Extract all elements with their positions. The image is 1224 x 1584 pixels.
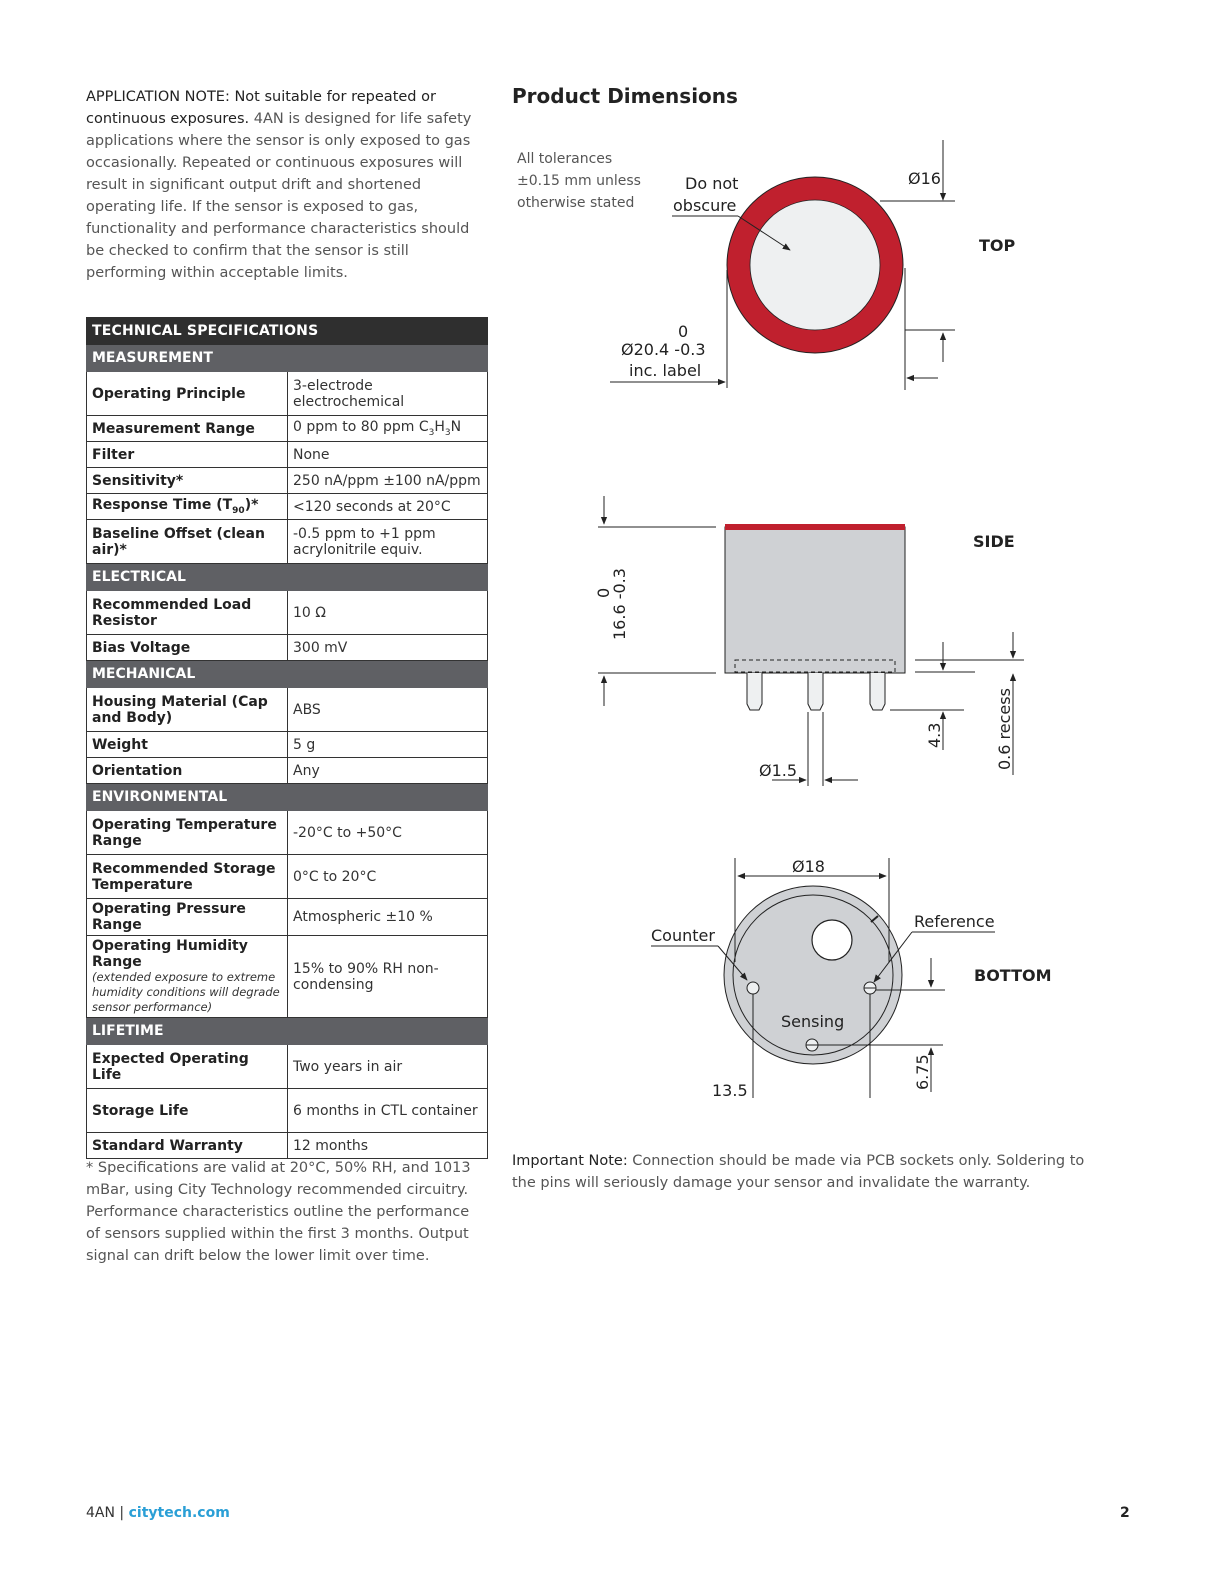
spec-key: Filter — [87, 442, 288, 468]
table-row — [87, 732, 488, 758]
humidity-key: Operating Humidity Range — [92, 938, 248, 970]
table-row — [87, 494, 488, 520]
response-key-sub: 90 — [232, 505, 245, 516]
spec-key — [87, 494, 288, 520]
footer-brand — [86, 1505, 230, 1521]
reference-label: Reference — [914, 912, 995, 931]
range-text: 0 ppm to 80 ppm C — [293, 419, 429, 436]
spec-key: Bias Voltage — [87, 635, 288, 661]
footer-separator: | — [114, 1505, 129, 1521]
table-row — [87, 442, 488, 468]
dim-d16: Ø16 — [908, 169, 941, 188]
spec-value: -20°C to +50°C — [288, 811, 488, 855]
table-row — [87, 1045, 488, 1089]
height-tol-zero: 0 — [594, 587, 613, 598]
spec-value: 250 nA/ppm ±100 nA/ppm — [288, 468, 488, 494]
important-note — [512, 1150, 1112, 1194]
dim-pitch: 13.5 — [712, 1081, 748, 1100]
range-text-end: N — [450, 419, 462, 436]
spec-value: 12 months — [288, 1133, 488, 1159]
spec-key — [87, 936, 288, 1018]
spec-value: Atmospheric ±10 % — [288, 899, 488, 936]
important-note-body: Connection should be made via PCB sockets only. Soldering to the pins will seriously damage your sensor and invalidate the warranty. — [512, 1153, 1085, 1191]
spec-key: Storage Life — [87, 1089, 288, 1133]
application-note-lead: APPLICATION NOTE: Not suitable for repeated or continuous exposures. — [86, 89, 436, 127]
technical-specifications-table — [86, 317, 488, 1159]
side-label-band — [725, 524, 905, 530]
spec-key: Standard Warranty — [87, 1133, 288, 1159]
table-row — [87, 372, 488, 416]
spec-key: Baseline Offset (clean air)* — [87, 520, 288, 564]
sensing-label: Sensing — [781, 1012, 845, 1031]
counter-pin — [747, 982, 759, 994]
footer-site-link[interactable]: citytech.com — [128, 1505, 230, 1521]
range-text-mid: H — [434, 419, 445, 436]
dim-recess: 0.6 recess — [995, 688, 1014, 770]
section-mechanical: MECHANICAL — [87, 661, 488, 688]
response-key-text: Response Time (T — [92, 497, 233, 514]
section-environmental: ENVIRONMENTAL — [87, 784, 488, 811]
dim-height: 16.6 -0.3 — [610, 568, 629, 640]
bottom-inner — [733, 895, 893, 1055]
table-row — [87, 635, 488, 661]
dim-pin-diameter: Ø1.5 — [759, 761, 798, 780]
response-key-end: )* — [244, 497, 259, 514]
humidity-subnote: (extended exposure to extreme humidity conditions will degrade sensor performance) — [92, 970, 280, 1014]
top-face — [750, 200, 880, 330]
vent-hole — [812, 920, 852, 960]
spec-value — [288, 416, 488, 442]
spec-table-title: TECHNICAL SPECIFICATIONS — [87, 318, 488, 345]
spec-key: Operating Principle — [87, 372, 288, 416]
range-sub-a: 3 — [428, 427, 435, 438]
spec-value: <120 seconds at 20°C — [288, 494, 488, 520]
table-row — [87, 688, 488, 732]
table-row — [87, 1133, 488, 1159]
dim-d20: Ø20.4 -0.3 — [621, 340, 706, 359]
pin-middle — [808, 673, 823, 710]
dim-pin-length: 4.3 — [925, 722, 944, 748]
spec-value: 15% to 90% RH non-condensing — [288, 936, 488, 1018]
spec-footnote: * Specifications are valid at 20°C, 50% RH, and 1013 mBar, using City Technology recommended circuitry. Performance characteristics outline the performance of sensors supplied within the first 3 months. Output signal can drift below the lower limit over time. — [86, 1160, 471, 1264]
table-row — [87, 899, 488, 936]
important-note-lead: Important Note: — [512, 1153, 628, 1169]
do-not-obscure-l1: Do not — [685, 174, 739, 193]
dim-offset: 6.75 — [913, 1054, 932, 1090]
top-view — [610, 140, 1016, 390]
pin-left — [747, 673, 762, 710]
table-row — [87, 811, 488, 855]
d20-tol-zero: 0 — [678, 322, 689, 341]
spec-key: Orientation — [87, 758, 288, 784]
spec-value: None — [288, 442, 488, 468]
spec-key: Recommended Storage Temperature — [87, 855, 288, 899]
side-label: SIDE — [973, 532, 1015, 551]
dimension-drawings — [500, 120, 1120, 1120]
spec-key: Weight — [87, 732, 288, 758]
spec-value: Two years in air — [288, 1045, 488, 1089]
section-electrical: ELECTRICAL — [87, 564, 488, 591]
side-view — [594, 496, 1024, 786]
bottom-view — [651, 857, 1052, 1100]
spec-key: Expected Operating Life — [87, 1045, 288, 1089]
bottom-label: BOTTOM — [974, 966, 1052, 985]
tolerance-line-2: ±0.15 mm unless — [517, 173, 641, 189]
spec-value: 6 months in CTL container — [288, 1089, 488, 1133]
spec-value: -0.5 ppm to +1 ppm acrylonitrile equiv. — [288, 520, 488, 564]
footer-model: 4AN — [86, 1505, 115, 1521]
product-dimensions-title: Product Dimensions — [512, 84, 738, 108]
spec-value: 5 g — [288, 732, 488, 758]
table-row — [87, 468, 488, 494]
table-row — [87, 758, 488, 784]
dim-d18: Ø18 — [792, 857, 825, 876]
section-measurement: MEASUREMENT — [87, 345, 488, 372]
pin-right — [870, 673, 885, 710]
inc-label: inc. label — [629, 361, 702, 380]
spec-key: Recommended Load Resistor — [87, 591, 288, 635]
do-not-obscure-l2: obscure — [673, 196, 737, 215]
application-note-body: 4AN is designed for life safety applications where the sensor is only exposed to gas occasionally. Repeated or continuous exposures will result in significant output drift and shortened operating life. If the sensor is exposed to gas, functionality and performance characteristics should be checked to confirm that the sensor is still performing within acceptable limits. — [86, 111, 472, 281]
table-row — [87, 936, 488, 1018]
table-row — [87, 855, 488, 899]
spec-key: Operating Temperature Range — [87, 811, 288, 855]
table-row — [87, 1089, 488, 1133]
tolerance-line-1: All tolerances — [517, 151, 613, 167]
spec-value: 3-electrode electrochemical — [288, 372, 488, 416]
spec-value: 10 Ω — [288, 591, 488, 635]
spec-value: 0°C to 20°C — [288, 855, 488, 899]
spec-key: Sensitivity* — [87, 468, 288, 494]
section-lifetime: LIFETIME — [87, 1018, 488, 1045]
counter-label: Counter — [651, 926, 715, 945]
table-row — [87, 416, 488, 442]
range-sub-b: 3 — [444, 427, 451, 438]
page-number: 2 — [1120, 1505, 1130, 1521]
table-row — [87, 520, 488, 564]
application-note — [86, 86, 486, 284]
table-row — [87, 591, 488, 635]
top-label: TOP — [979, 236, 1016, 255]
spec-key: Housing Material (Cap and Body) — [87, 688, 288, 732]
side-body — [725, 527, 905, 673]
spec-key: Measurement Range — [87, 416, 288, 442]
spec-value: 300 mV — [288, 635, 488, 661]
tolerance-line-3: otherwise stated — [517, 195, 635, 211]
spec-value: Any — [288, 758, 488, 784]
spec-key: Operating Pressure Range — [87, 899, 288, 936]
spec-value: ABS — [288, 688, 488, 732]
